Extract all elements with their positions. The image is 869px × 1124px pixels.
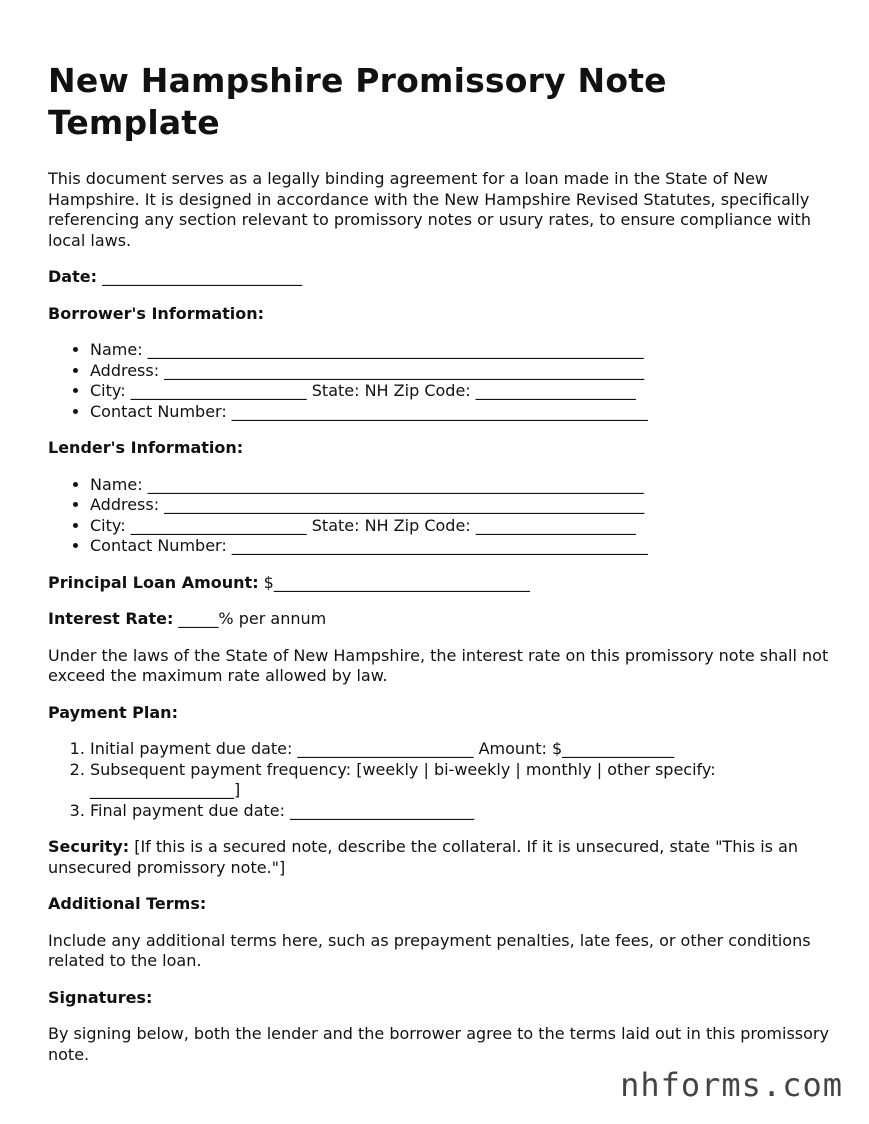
borrower-city: • City: ______________________ State: NH Zip Code: ____________________ [90, 381, 838, 402]
usury-paragraph: Under the laws of the State of New Hampshire, the interest rate on this promissory note shall not exceed the maximum rate allowed by law. [48, 645, 829, 685]
lender-heading: Lender's Information: [48, 438, 244, 457]
borrower-address: • Address: ____________________________________________________________ [90, 361, 838, 382]
lender-contact: • Contact Number: ____________________________________________________ [90, 536, 838, 557]
payment-plan-heading: Payment Plan: [48, 702, 178, 722]
lender-name: • Name: ______________________________________________________________ [90, 475, 838, 496]
security-label: Security: [48, 837, 130, 856]
signatures-heading: Signatures: [48, 987, 153, 1007]
interest-line [48, 609, 838, 630]
lender-list [48, 475, 838, 557]
lender-city: • City: ______________________ State: NH Zip Code: ____________________ [90, 516, 838, 537]
interest-label: Interest Rate: [48, 609, 174, 628]
borrower-heading: Borrower's Information: [48, 303, 265, 323]
principal-blank: $________________________________ [258, 572, 530, 592]
document [48, 60, 838, 1081]
principal-line [48, 573, 838, 594]
intro-paragraph: This document serves as a legally binding agreement for a loan made in the State of New Hampshire. It is designed in accordance with the New Hampshire Revised Statutes, specifically referencing any section relevant to promissory notes or usury rates, to ensure compliance with local laws. [48, 169, 811, 250]
payment-plan-list [48, 739, 838, 821]
payment-item-final: 3. Final payment due date: _______________________ [90, 801, 838, 822]
date-blank: _________________________ [96, 267, 303, 286]
borrower-name: • Name: ______________________________________________________________ [90, 340, 838, 361]
lender-address: • Address: ____________________________________________________________ [90, 495, 838, 516]
additional-terms-heading: Additional Terms: [48, 894, 207, 913]
security-paragraph [48, 837, 838, 878]
borrower-list [48, 340, 838, 422]
payment-item-initial: 1. Initial payment due date: ______________________ Amount: $______________ [90, 739, 838, 760]
site-watermark: nhforms.com [620, 1066, 843, 1104]
interest-blank: _____% per annum [173, 609, 327, 628]
signatures-text: By signing below, both the lender and the borrower agree to the terms laid out in this promissory note. [48, 1024, 829, 1064]
date-line [48, 267, 838, 288]
principal-label: Principal Loan Amount: [48, 572, 259, 592]
additional-terms-text: Include any additional terms here, such as prepayment penalties, late fees, or other conditions related to the loan. [48, 930, 811, 970]
date-label: Date: [48, 267, 97, 286]
page-title: New Hampshire Promissory Note Template [48, 61, 667, 142]
borrower-contact: • Contact Number: ____________________________________________________ [90, 402, 838, 423]
payment-item-frequency: 2. Subsequent payment frequency: [weekly | bi-weekly | monthly | other specify: __________________] [90, 760, 838, 801]
security-text: [If this is a secured note, describe the collateral. If it is unsecured, state "This is an unsecured promissory note."] [48, 837, 799, 877]
